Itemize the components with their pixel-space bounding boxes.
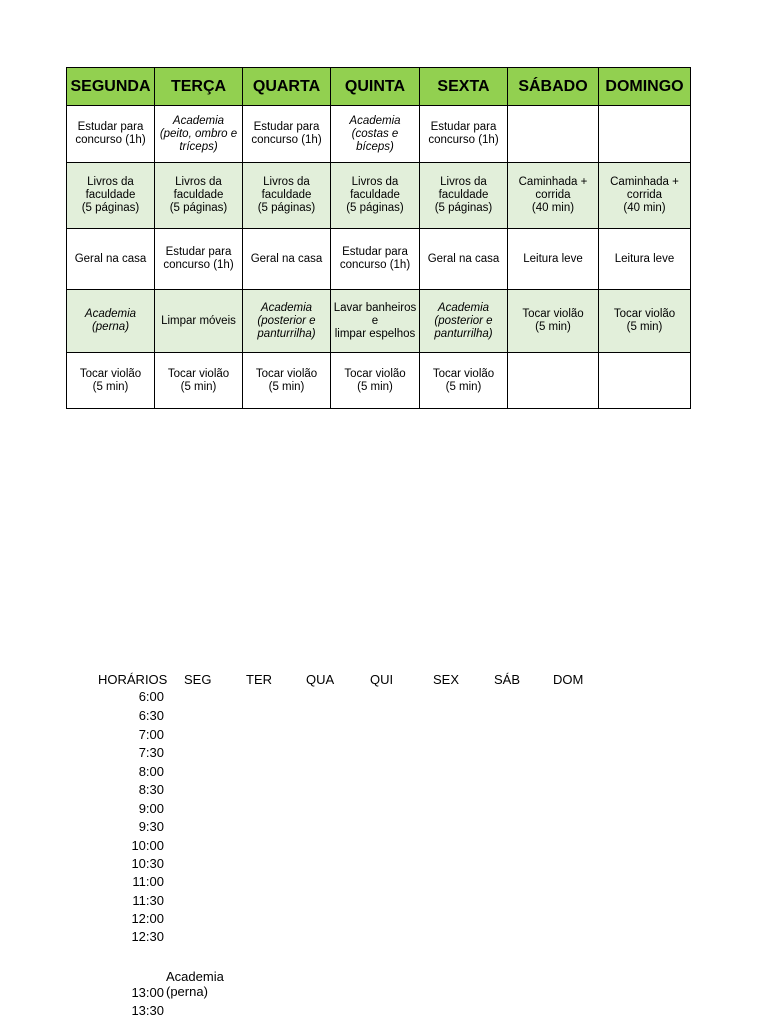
day-header-terca: TERÇA (155, 68, 243, 106)
day-header-domingo: DOMINGO (599, 68, 691, 106)
schedule-time-label: 12:00 (131, 911, 164, 926)
day-header-quarta: QUARTA (243, 68, 331, 106)
schedule-time-label: 10:30 (131, 856, 164, 871)
planner-cell-text: Estudar para concurso (1h) (75, 121, 146, 146)
planner-cell-text: Tocar violão (5 min) (255, 367, 318, 393)
planner-cell-text: Geral na casa (427, 252, 500, 265)
day-header-quinta: QUINTA (331, 68, 420, 106)
planner-cell-text: Livros da faculdade (5 páginas) (169, 176, 228, 214)
planner-cell-text: Caminhada + corrida (40 min) (518, 176, 588, 214)
planner-cell-text: Caminhada + corrida (40 min) (610, 176, 679, 214)
day-header-sexta: SEXTA (420, 68, 508, 106)
planner-cell-text: Academia (perna) (84, 308, 137, 333)
schedule-header-dom: DOM (553, 672, 584, 687)
schedule-time-label: 9:30 (138, 819, 164, 834)
planner-cell-text: Geral na casa (74, 252, 147, 265)
planner-cell-text: Leitura leve (523, 252, 583, 265)
schedule-note-academia: Academia (perna) (166, 969, 224, 999)
schedule-time-label: 10:00 (131, 838, 164, 853)
schedule-time-label: 6:30 (138, 708, 164, 723)
planner-cell-text: Academia (posterior e panturrilha) (434, 301, 493, 340)
planner-cell-text: Tocar violão (5 min) (522, 308, 584, 333)
planner-cell-text: Estudar para concurso (1h) (163, 246, 234, 271)
schedule-header-sab: SÁB (494, 672, 521, 687)
planner-cell-text: Tocar violão (5 min) (344, 367, 406, 393)
schedule-time-label: 12:30 (131, 929, 164, 944)
schedule-time-label: 6:00 (138, 689, 164, 704)
planner-cell-text: Livros da faculdade (5 páginas) (257, 176, 316, 214)
schedule-time-label: 11:30 (132, 893, 164, 908)
planner-cell-text: Leitura leve (614, 252, 675, 265)
schedule-time-label: 7:30 (138, 745, 164, 760)
planner-cell-text: Livros da faculdade (5 páginas) (81, 176, 140, 214)
planner-cell-text: Tocar violão (5 min) (432, 367, 495, 393)
schedule-header-qua: QUA (306, 672, 335, 687)
planner-cell-text: Academia (posterior e panturrilha) (257, 301, 316, 340)
schedule-time-label: 8:30 (138, 782, 164, 797)
day-header-sabado: SÁBADO (508, 68, 599, 106)
planner-cell-text: Geral na casa (250, 252, 323, 265)
schedule-time-label: 13:30 (131, 1003, 164, 1018)
planner-cell-text: Lavar banheiros e limpar espelhos (333, 301, 417, 340)
planner-cell-text: Livros da faculdade (5 páginas) (434, 176, 493, 214)
planner-cell-text: Tocar violão (5 min) (79, 367, 142, 393)
schedule-time-label: 7:00 (138, 727, 164, 742)
planner-cell-text: Estudar para concurso (1h) (428, 121, 499, 146)
planner-cell-text: Limpar móveis (161, 314, 236, 327)
planner-cell-text: Estudar para concurso (1h) (339, 246, 411, 271)
schedule-header-sex: SEX (433, 672, 460, 687)
schedule-header-horarios: HORÁRIOS (98, 672, 168, 687)
schedule-header-qui: QUI (370, 672, 394, 687)
planner-cell-text: Academia (costas e bíceps) (349, 114, 401, 153)
schedule-time-label: 8:00 (138, 764, 164, 779)
day-header-segunda: SEGUNDA (67, 68, 155, 106)
schedule-header-ter: TER (246, 672, 272, 687)
schedule-header-seg: SEG (184, 672, 212, 687)
planner-cell-text: Tocar violão (5 min) (167, 367, 230, 393)
planner-cell-text: Academia (peito, ombro e tríceps) (159, 114, 238, 153)
planner-cell-text: Estudar para concurso (1h) (251, 121, 322, 146)
planner-cell-text: Livros da faculdade (5 páginas) (346, 176, 404, 214)
schedule-time-label: 11:00 (132, 874, 164, 889)
schedule-time-label: 13:00 (131, 985, 164, 1000)
planner-cell-text: Tocar violão (5 min) (613, 308, 676, 333)
schedule-time-label: 9:00 (138, 801, 164, 816)
